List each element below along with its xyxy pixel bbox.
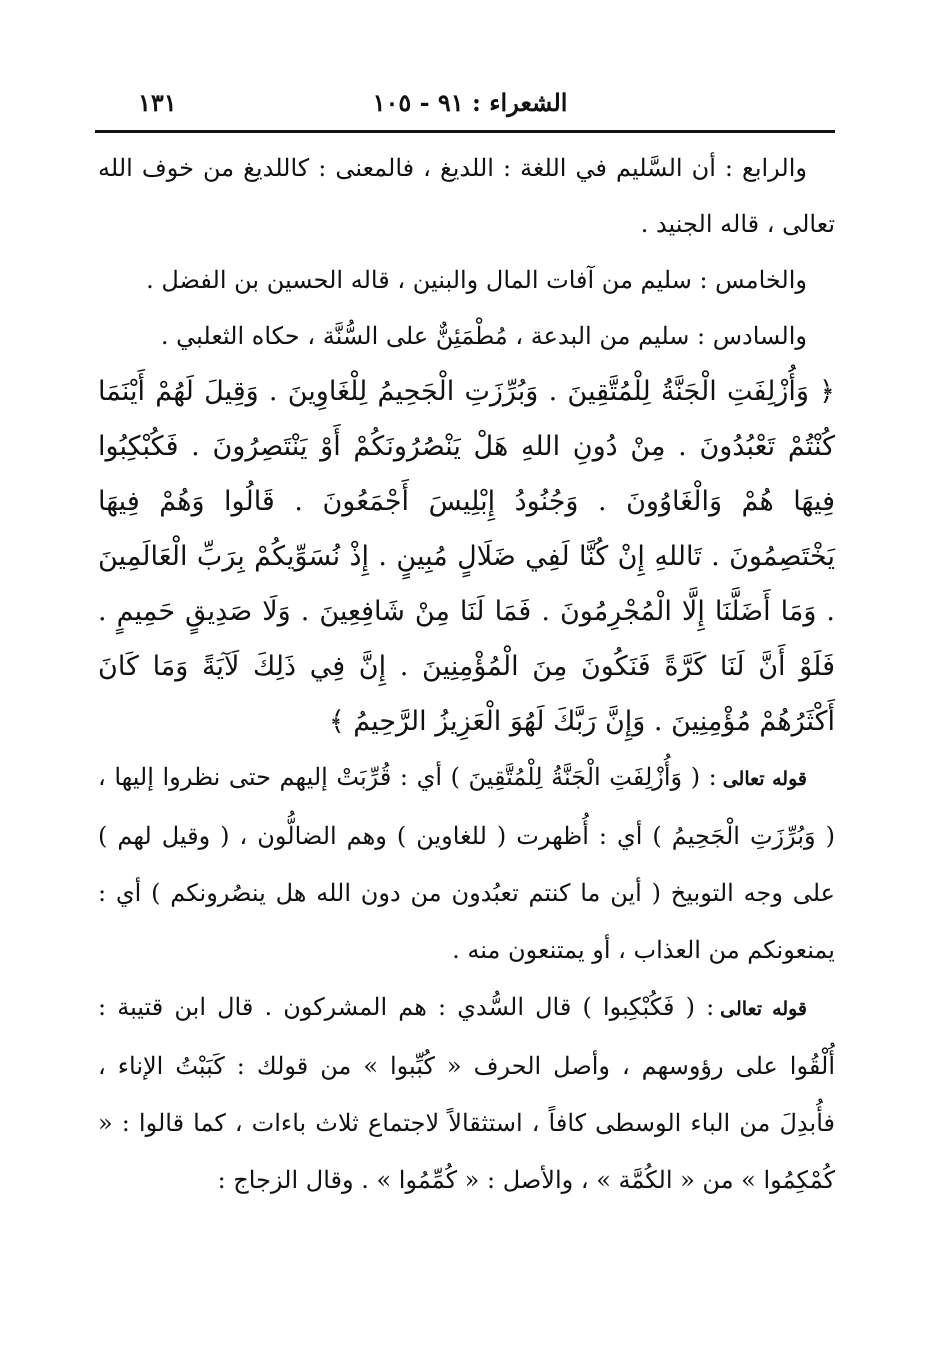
commentary-paragraph-1 xyxy=(98,749,835,979)
commentary-text: : ( فَكُبْكِبوا ) قال السُّدي : هم المشركون . قال ابن قتيبة : أُلْقُوا على رؤوسهم ، وأصل الحرف « كُبِّبوا » من قولك : كَبَبْتُ الإناء ، فأُبدِلَ من الباء الوسطى كافاً ، استثقالاً لاجتماع ثلاث باءات ، كما قالوا : « كُمْكِمُوا » من « الكُمَّة » ، والأصل : « كُمِّمُوا » . وقال الزجاج : xyxy=(98,993,835,1194)
paragraph-fourth-opinion: والرابع : أن السَّليم في اللغة : اللديغ ، فالمعنى : كاللديغ من خوف الله تعالى ، قاله الجنيد . xyxy=(98,154,835,238)
header-divider xyxy=(95,130,835,133)
page-number: ١٣١ xyxy=(138,88,177,117)
paragraph-fifth-opinion: والخامس : سليم من آفات المال والبنين ، قاله الحسين بن الفضل . xyxy=(146,266,807,294)
commentary-lead: قوله تعالى xyxy=(720,998,808,1020)
running-title: الشعراء : ٩١ - ١٠٥ xyxy=(372,88,568,117)
commentary-paragraph-2 xyxy=(98,979,835,1209)
page-body xyxy=(98,140,835,1209)
quran-verses: ﴿ وَأُزْلِفَتِ الْجَنَّةُ لِلْمُتَّقِينَ . وَبُرِّزَتِ الْجَحِيمُ لِلْغَاوِينَ . وَقِيلَ لَهُمْ أَيْنَمَا كُنْتُمْ تَعْبُدُونَ . مِنْ دُونِ اللهِ هَلْ يَنْصُرُونَكُمْ أَوْ يَنْتَصِرُونَ . فَكُبْكِبُوا فِيهَا هُمْ وَالْغَاوُونَ . وَجُنُودُ إِبْلِيسَ أَجْمَعُونَ . قَالُوا وَهُمْ فِيهَا يَخْتَصِمُونَ . تَاللهِ إِنْ كُنَّا لَفِي ضَلَالٍ مُبِينٍ . إِذْ نُسَوِّيكُمْ بِرَبِّ الْعَالَمِينَ . وَمَا أَضَلَّنَا إِلَّا الْمُجْرِمُونَ . فَمَا لَنَا مِنْ شَافِعِينَ . وَلَا صَدِيقٍ حَمِيمٍ . فَلَوْ أَنَّ لَنَا كَرَّةً فَنَكُونَ مِنَ الْمُؤْمِنِينَ . إِنَّ فِي ذَلِكَ لَآيَةً وَمَا كَانَ أَكْثَرُهُمْ مُؤْمِنِينَ . وَإِنَّ رَبَّكَ لَهُوَ الْعَزِيزُ الرَّحِيمُ ﴾ xyxy=(98,376,835,737)
commentary-text: : ( وَأُزْلِفَتِ الْجَنَّةُ لِلْمُتَّقِينَ ) أي : قُرِّبَتْ إليهم حتى نظروا إليها ، ( وَبُرِّزَتِ الْجَحِيمُ ) أي : أُظهرت ( للغاوين ) وهم الضالُّون ، ( وقيل لهم ) على وجه التوبيخ ( أين ما كنتم تعبُدون من دون الله هل ينصُرونكم ) أي : يمنعونكم من العذاب ، أو يمتنعون منه . xyxy=(98,763,835,964)
paragraph-sixth-opinion: والسادس : سليم من البدعة ، مُطْمَئِنٌّ على السُّنَّة ، حكاه الثعلبي . xyxy=(160,322,807,350)
commentary-lead: قوله تعالى xyxy=(722,768,807,790)
